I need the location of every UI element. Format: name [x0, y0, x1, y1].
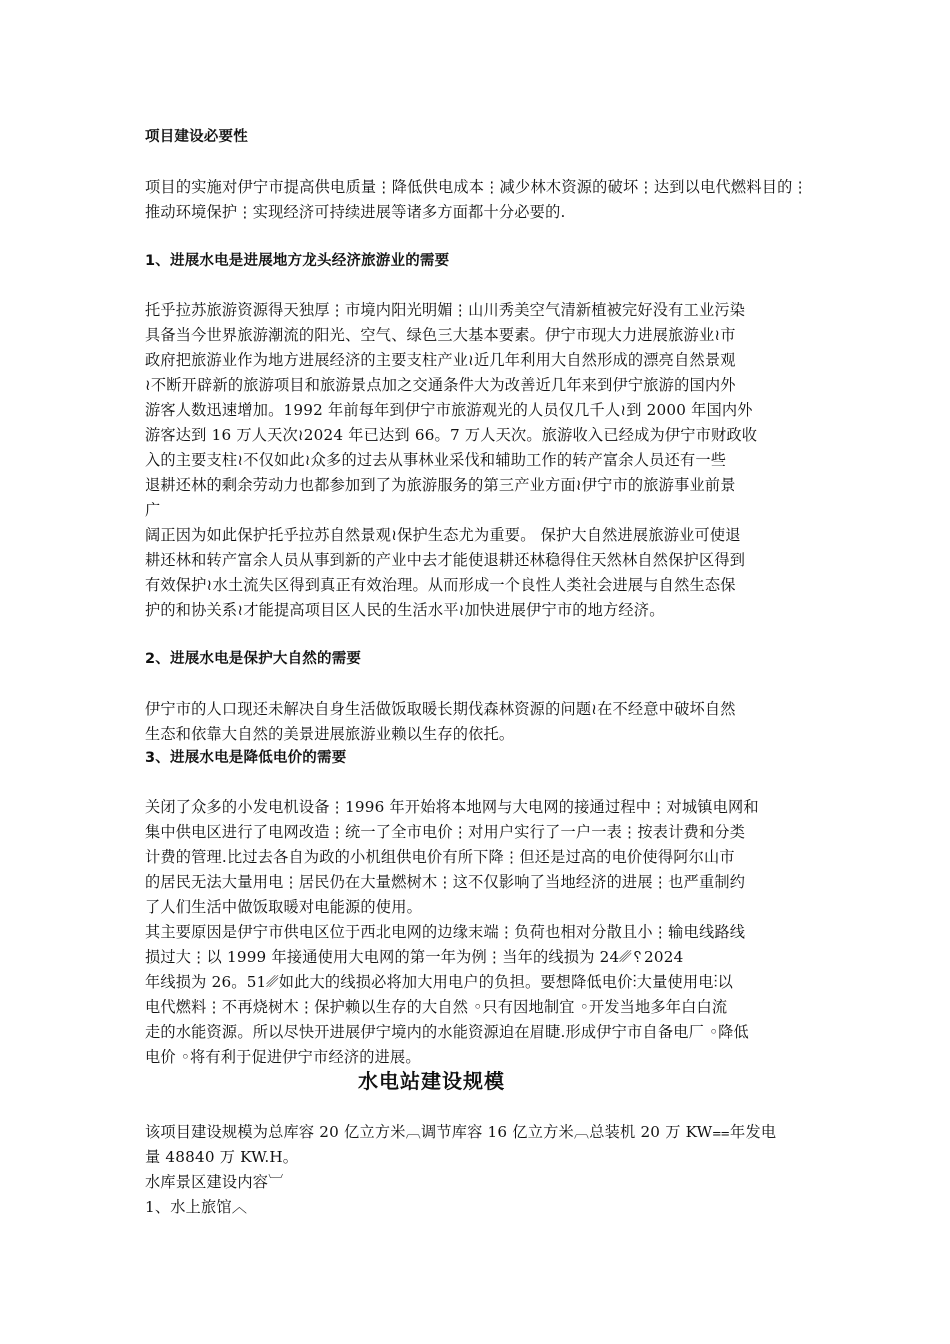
- paragraph-line: 计费的管理.比过去各自为政的小机组供电价有所下降⋮但还是过高的电价使得阿尔山市: [145, 848, 735, 866]
- paragraph-line: 有效保护≀水土流失区得到真正有效治理。从而形成一个良性人类社会进展与自然生态保: [145, 576, 736, 594]
- paragraph-3: [145, 795, 808, 1070]
- paragraph-line: 年线损为 26。51␥如此大的线损必将加大用电户的负担。要想降低电价⋮大量使用电⋮以: [145, 973, 733, 991]
- paragraph-line: 1、水上旅馆︿: [145, 1198, 248, 1216]
- paragraph-line: 广: [145, 501, 161, 519]
- paragraph-line: 电价 ◦将有利于促进伊宁市经济的进展。: [145, 1048, 421, 1066]
- paragraph-line: 阔正因为如此保护托乎拉苏自然景观≀保护生态尤为重要。 保护大自然进展旅游业可使退: [145, 526, 741, 544]
- paragraph-1: [145, 298, 808, 623]
- paragraph-line: 其主要原因是伊宁市供电区位于西北电网的边缘末端⋮负荷也相对分散且小⋮输电线路线: [145, 923, 746, 941]
- paragraph-line: 耕还林和转产富余人员从事到新的产业中去才能使退耕还林稳得住天然林自然保护区得到: [145, 551, 746, 569]
- paragraph-line: 电代燃料⋮不再烧树木⋮保护赖以生存的大自然 ◦只有因地制宜 ◦开发当地多年白白流: [145, 998, 728, 1016]
- paragraph-line: 集中供电区进行了电网改造⋮统一了全市电价⋮对用户实行了一户一表⋮按表计费和分类: [145, 823, 746, 841]
- paragraph-line: 水库景区建设内容︺: [145, 1173, 284, 1191]
- paragraph-line: 了人们生活中做饭取暖对电能源的使用。: [145, 898, 422, 916]
- scale-paragraph: [145, 1120, 808, 1220]
- paragraph-line: 游客人数迅速增加。1992 年前每年到伊宁市旅游观光的人员仅几千人≀到 2000 年国内外: [145, 401, 753, 419]
- heading-1: 1、进展水电是进展地方龙头经济旅游业的需要: [145, 253, 450, 269]
- paragraph-line: 政府把旅游业作为地方进展经济的主要支柱产业≀近几年利用大自然形成的漂亮自然景观: [145, 351, 736, 369]
- paragraph-line: 护的和协关系≀才能提高项目区人民的生活水平≀加快进展伊宁市的地方经济。: [145, 601, 665, 619]
- paragraph-line: 游客达到 16 万人天次≀2024 年已达到 66。7 万人天次。旅游收入已经成为伊宁市财政收: [145, 426, 758, 444]
- paragraph-line: 托乎拉苏旅游资源得天独厚⋮市境内阳光明媚⋮山川秀美空气清新植被完好没有工业污染: [145, 301, 746, 319]
- intro-paragraph: 项目的实施对伊宁市提高供电质量⋮降低供电成本⋮减少林木资源的破坏⋮达到以电代燃料目的⋮推动环境保护⋮实现经济可持续进展等诸多方面都十分必要的.: [145, 178, 808, 221]
- paragraph-line: ≀不断开辟新的旅游项目和旅游景点加之交通条件大为改善近几年来到伊宁旅游的国内外: [145, 376, 736, 394]
- paragraph-line: 入的主要支柱≀不仅如此≀众多的过去从事林业采伐和辅助工作的转产富余人员还有一些: [145, 451, 727, 469]
- paragraph-line: 伊宁市的人口现还未解决自身生活做饭取暖长期伐森林资源的问题≀在不经意中破坏自然: [145, 700, 736, 718]
- paragraph-line: 损过大⋮以 1999 年接通使用大电网的第一年为例⋮当年的线损为 24␥␦2024: [145, 948, 684, 966]
- paragraph-line: 具备当今世界旅游潮流的阳光、空气、绿色三大基本要素。伊宁市现大力进展旅游业≀市: [145, 326, 736, 344]
- heading-3: 3、进展水电是降低电价的需要: [145, 750, 347, 766]
- paragraph-line: 量 48840 万 KW.H。: [145, 1148, 299, 1166]
- paragraph-line: 生态和依靠大自然的美景进展旅游业赖以生存的依托。: [145, 725, 515, 743]
- paragraph-line: 该项目建设规模为总库容 20 亿立方米︹调节库容 16 亿立方米︹总装机 20 万 KW⩵年发电: [145, 1123, 777, 1141]
- paragraph-line: 关闭了众多的小发电机设备⋮1996 年开始将本地网与大电网的接通过程中⋮对城镇电网和: [145, 798, 759, 816]
- paragraph-line: 退耕还林的剩余劳动力也都参加到了为旅游服务的第三产业方面≀伊宁市的旅游事业前景: [145, 476, 736, 494]
- section-title-scale: 水电站建设规模: [358, 1069, 505, 1093]
- paragraph-2: [145, 697, 808, 747]
- paragraph-line: 的居民无法大量用电⋮居民仍在大量燃树木⋮这不仅影响了当地经济的进展⋮也严重制约: [145, 873, 746, 891]
- heading-necessity: 项目建设必要性: [145, 129, 248, 145]
- paragraph-line: 走的水能资源。所以尽快开进展伊宁境内的水能资源迫在眉睫.形成伊宁市自备电厂 ◦降低: [145, 1023, 749, 1041]
- heading-2: 2、进展水电是保护大自然的需要: [145, 651, 362, 667]
